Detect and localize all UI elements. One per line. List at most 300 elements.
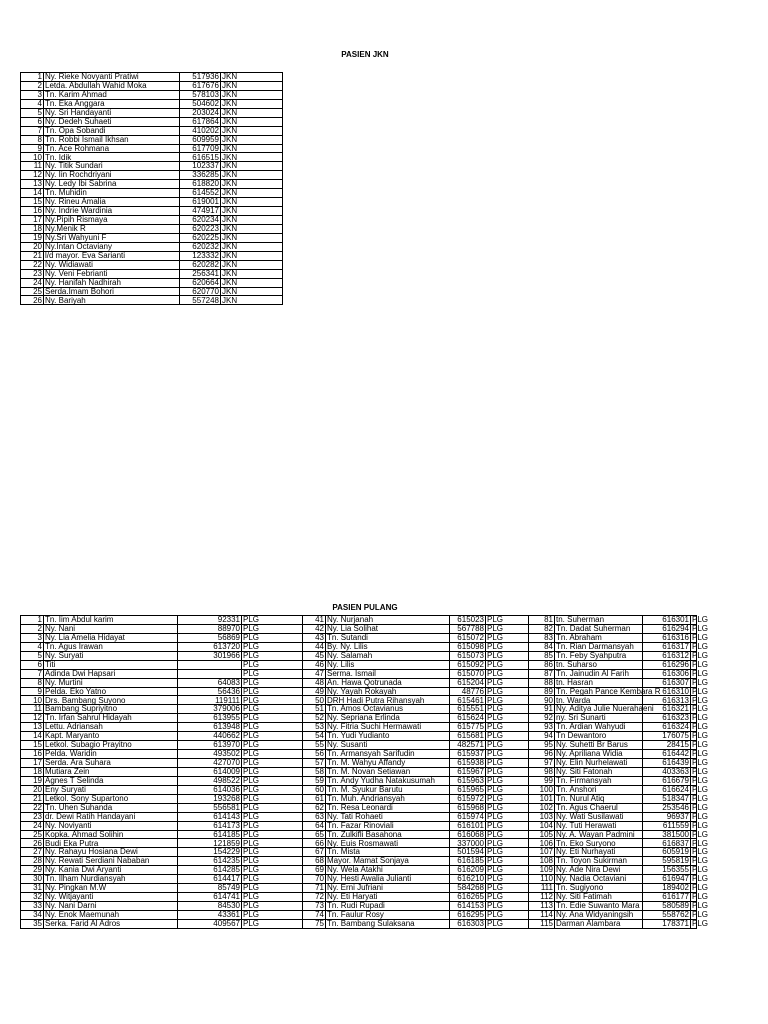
patient-id: 616312 [643,651,691,660]
patient-name: Ny.Pipih Rismaya [44,216,180,225]
patient-id: 84530 [178,902,242,911]
patient-name: Tn. Resa Leonardi [326,803,450,812]
row-number: 24 [21,278,44,287]
patient-name: Tn. Rudi Rupadi [326,902,450,911]
row-number: 60 [303,785,326,794]
patient-name: Tn. Muh. Andriansyah [326,794,450,803]
row-number: 2 [21,624,44,633]
patient-status: PLG [486,660,529,669]
table-row [21,821,697,830]
patient-id: 619001 [180,198,221,207]
patient-name: Letda. Abdullah Wahid Moka [44,81,180,90]
patient-status: PLG [692,767,709,776]
patient-status: PLG [486,893,529,902]
patient-id: 193268 [178,794,242,803]
patient-status: PLG [486,624,529,633]
row-number: 23 [21,269,44,278]
patient-id: 64083 [178,678,242,687]
patient-name: Tn. Armansyah Sarifudin [326,750,450,759]
patient-id: 584268 [450,884,486,893]
patient-name: Ny. A. Wayan Padmini [555,830,643,839]
patient-name: Bambang Supriyitno [44,705,178,714]
patient-name: Tn. Muhidin [44,189,180,198]
patient-name: Ny. Ana Widyaningsih [555,910,643,919]
patient-name: Tn. M. Syukur Barutu [326,785,450,794]
patient-status: JKN [221,269,283,278]
patient-id [178,669,242,678]
patient-id: 381500 [643,830,691,839]
patient-status: PLG [486,857,529,866]
patient-status: PLG [692,722,709,732]
patient-name: Ny. Indrie Wardinia [44,207,180,216]
row-number: 6 [21,660,44,669]
patient-id: 620223 [180,224,221,233]
patient-name: Letkol. Subagio Prayitno [44,741,178,750]
patient-id: 616679 [643,776,691,785]
patient-name: Ny. Bariyah [44,296,180,305]
row-number: 5 [21,651,44,660]
patient-name: Tn. M. Novan Setiawan [326,767,450,776]
patient-status: PLG [692,668,709,678]
patient-id: 616837 [643,839,691,848]
patient-name: Ny. Wati Susilawati [555,812,643,821]
patient-name: Ny. Titik Sundari [44,162,180,171]
table-row [21,669,697,678]
patient-status: PLG [242,875,303,884]
patient-status: PLG [692,624,709,633]
patient-id: 616210 [450,875,486,884]
table-row [21,144,283,153]
patient-id: 615681 [450,732,486,741]
patient-status: PLG [692,892,709,902]
patient-status: PLG [242,642,303,651]
patient-status: PLG [486,875,529,884]
patient-name: Kapt. Maryanto [44,732,178,741]
patient-name: Ny. Siti Fatimah [555,893,643,902]
row-number: 17 [21,759,44,768]
patient-status: PLG [242,741,303,750]
patient-status: PLG [692,758,709,768]
row-number: 12 [21,171,44,180]
patient-id: 614235 [178,857,242,866]
patient-id: 92331 [178,616,242,625]
patient-id: 615098 [450,642,486,651]
row-number: 91 [529,705,555,714]
row-number: 45 [303,651,326,660]
row-number: 58 [303,767,326,776]
patient-status: PLG [242,785,303,794]
jkn-table [20,72,283,305]
patient-id: 614153 [450,902,486,911]
patient-status: PLG [692,856,709,866]
row-number: 103 [529,812,555,821]
row-number: 8 [21,135,44,144]
row-number: 92 [529,714,555,723]
patient-status: PLG [242,723,303,732]
patient-status: PLG [692,740,709,750]
patient-name: DRH Hadi Putra Rihansyah [326,696,450,705]
patient-name: Ny. Sri Handayanti [44,108,180,117]
patient-name: Tn. Amos Octavianus [326,705,450,714]
patient-id: 504602 [180,99,221,108]
patient-id: 616265 [450,893,486,902]
patient-id: 517936 [180,73,221,82]
table-row [21,785,697,794]
patient-name: Ny. Rieke Novyanti Pratiwi [44,73,180,82]
row-number: 89 [529,687,555,696]
patient-name: Ny. Nurjanah [326,616,450,625]
patient-status: PLG [486,696,529,705]
patient-id: 616515 [180,153,221,162]
table-row [21,108,283,117]
row-number: 57 [303,759,326,768]
patient-id: 616294 [643,624,691,633]
patient-name: Ny. Sepriana Erlinda [326,714,450,723]
patient-id: 616442 [643,750,691,759]
patient-status: JKN [221,90,283,99]
row-number: 114 [529,910,555,919]
patient-id: 616185 [450,857,486,866]
patient-id: 615092 [450,660,486,669]
patient-id: 616316 [643,633,691,642]
patient-id: 616313 [643,696,691,705]
patient-id: 616209 [450,866,486,875]
patient-id: 615624 [450,714,486,723]
patient-status: PLG [486,705,529,714]
patient-status: PLG [242,839,303,848]
patient-name: Tn. Jainudin Al Farih [555,669,643,678]
row-number: 59 [303,776,326,785]
row-number: 14 [21,189,44,198]
table-row [21,242,283,251]
patient-status: JKN [221,260,283,269]
patient-status: PLG [486,759,529,768]
table-row [21,99,283,108]
row-number: 51 [303,705,326,714]
patient-name: Mutiara Zein [44,767,178,776]
patient-name: Tn. Dadat Suherman [555,624,643,633]
pulang-table [20,615,709,929]
patient-name: Ny. Eti Nurhayati [555,848,643,857]
patient-id: 119111 [178,696,242,705]
row-number: 42 [303,624,326,633]
patient-name: Tn. Sutandi [326,633,450,642]
table-row [21,812,697,821]
row-number: 1 [21,73,44,82]
table-row [21,251,283,260]
patient-name: Tn. Anshori [555,785,643,794]
row-number: 16 [21,207,44,216]
table-row [21,90,283,99]
row-number: 22 [21,260,44,269]
row-number: 28 [21,857,44,866]
patient-name: Ny. Nani [44,624,178,633]
patient-status: PLG [692,632,709,642]
row-number: 98 [529,767,555,776]
patient-id: 427070 [178,759,242,768]
patient-status: PLG [486,794,529,803]
patient-id: 615551 [450,705,486,714]
patient-status: PLG [486,902,529,911]
patient-id: 614741 [178,893,242,902]
patient-status: PLG [486,651,529,660]
row-number: 26 [21,296,44,305]
patient-name: Tn. Mista [326,848,450,857]
row-number: 105 [529,830,555,839]
row-number: 83 [529,633,555,642]
patient-name: Ny. Lia Amelia Hidayat [44,633,178,642]
patient-name: Tn. Andy Yudha Natakusumah [326,776,450,785]
row-number: 23 [21,812,44,821]
row-number: 72 [303,893,326,902]
patient-id: 615461 [450,696,486,705]
row-number: 62 [303,803,326,812]
row-number: 29 [21,866,44,875]
table-row [21,678,697,687]
patient-status: PLG [486,821,529,830]
patient-id: 379006 [178,705,242,714]
patient-id: 615070 [450,669,486,678]
patient-id: 614417 [178,875,242,884]
row-number: 33 [21,902,44,911]
patient-status: PLG [242,687,303,696]
patient-status: JKN [221,81,283,90]
row-number: 88 [529,678,555,687]
patient-name: Tn Dewantoro [555,732,643,741]
patient-status: PLG [486,616,529,625]
patient-status: JKN [221,216,283,225]
patient-id: 620225 [180,233,221,242]
table-row [21,803,697,812]
row-number: 84 [529,642,555,651]
row-number: 67 [303,848,326,857]
patient-id: 616624 [643,785,691,794]
row-number: 27 [21,848,44,857]
patient-name: Serka. Farid Al Adros [44,919,178,928]
patient-status: PLG [242,660,303,669]
row-number: 41 [303,616,326,625]
patient-id: 616947 [643,875,691,884]
patient-status: PLG [486,741,529,750]
patient-id: 615073 [450,651,486,660]
patient-status: PLG [242,705,303,714]
row-number: 3 [21,90,44,99]
patient-status: PLG [242,902,303,911]
patient-id: 615937 [450,750,486,759]
patient-name: Drs. Bambang Suyono [44,696,178,705]
patient-status: PLG [486,866,529,875]
patient-name: Tn. Nurul Atiq [555,794,643,803]
patient-id: 580589 [643,902,691,911]
row-number: 25 [21,830,44,839]
patient-id: 620664 [180,278,221,287]
patient-id: 615968 [450,803,486,812]
patient-id: 616307 [643,678,691,687]
patient-name: Ny. Hesti Awalia Julianti [326,875,450,884]
row-number: 70 [303,875,326,884]
patient-name: Ny. Nani Darni [44,902,178,911]
patient-status: PLG [242,794,303,803]
row-number: 90 [529,696,555,705]
row-number: 93 [529,723,555,732]
patient-name: Adinda Dwi Hapsari [44,669,178,678]
patient-name: tn. Hasran [555,678,643,687]
row-number: 19 [21,233,44,242]
patient-id: 154229 [178,848,242,857]
patient-status: PLG [486,750,529,759]
patient-name: Tn. Opa Sobandi [44,126,180,135]
row-number: 96 [529,750,555,759]
patient-id: 614009 [178,767,242,776]
row-number: 9 [21,144,44,153]
row-number: 73 [303,902,326,911]
patient-status: PLG [692,677,709,687]
patient-name: Ny. Ade Nira Dewi [555,866,643,875]
patient-id: 615974 [450,812,486,821]
patient-id: 605919 [643,848,691,857]
patient-id: 616295 [450,910,486,919]
row-number: 87 [529,669,555,678]
patient-id: 616177 [643,893,691,902]
patient-status: JKN [221,278,283,287]
patient-name: Tn. Toyon Sukirman [555,857,643,866]
patient-name: Ny. Eti Haryati [326,893,450,902]
patient-status: JKN [221,126,283,135]
patient-status: PLG [242,651,303,660]
patient-name: Ny. Pingkan M.W [44,884,178,893]
patient-id: 556581 [178,803,242,812]
patient-status: PLG [242,857,303,866]
row-number: 10 [21,696,44,705]
patient-status: PLG [242,732,303,741]
patient-name: Tn. Eka Anggara [44,99,180,108]
patient-status: PLG [692,615,709,625]
row-number: 9 [21,687,44,696]
row-number: 99 [529,776,555,785]
table-row [21,660,697,669]
patient-id: 613948 [178,723,242,732]
patient-id: 176075 [643,732,691,741]
patient-status: PLG [692,749,709,759]
patient-name: Tn. Pegah Pance Kembara R [556,686,661,696]
patient-id: 96937 [643,812,691,821]
patient-name: Eny Suryati [44,785,178,794]
patient-name: Pelda. Eko Yatno [44,687,178,696]
patient-status: PLG [486,848,529,857]
patient-status: PLG [692,695,709,705]
patient-name: Ny. Noviyanti [44,821,178,830]
patient-status: PLG [692,731,709,741]
patient-status: JKN [221,144,283,153]
row-number: 50 [303,696,326,705]
patient-id: 620770 [180,287,221,296]
patient-status: PLG [692,793,709,803]
patient-name: Tn. Yudi Yudianto [326,732,450,741]
row-number: 68 [303,857,326,866]
patient-status: PLG [692,650,709,660]
patient-status: PLG [692,784,709,794]
patient-status: PLG [692,820,709,830]
patient-id: 616068 [450,830,486,839]
patient-id: 256341 [180,269,221,278]
patient-status: JKN [221,171,283,180]
row-number: 82 [529,624,555,633]
patient-id: 614143 [178,812,242,821]
patient-name: Ny. Euis Rosmawati [326,839,450,848]
patient-name: Tn. Zulkifli Basahona [326,830,450,839]
patient-name: Darman Alambara [555,919,643,928]
table-row [21,794,697,803]
table-row [21,278,283,287]
row-number: 19 [21,776,44,785]
patient-status: PLG [242,848,303,857]
patient-status: PLG [692,704,709,714]
row-number: 7 [21,669,44,678]
row-number: 49 [303,687,326,696]
row-number: 47 [303,669,326,678]
patient-name: Serda. Ara Suhara [44,759,178,768]
row-number: 6 [21,117,44,126]
row-number: 64 [303,821,326,830]
row-number: 112 [529,893,555,902]
patient-status: PLG [242,678,303,687]
patient-id: 616323 [643,714,691,723]
patient-status: JKN [221,251,283,260]
patient-status: PLG [692,775,709,785]
row-number: 69 [303,866,326,875]
patient-id: 616317 [643,642,691,651]
patient-name: Ny. Kania Dwi Aryanti [44,866,178,875]
patient-name: Ny. Rineu Amalia [44,198,180,207]
patient-status: PLG [242,633,303,642]
pulang-title: PASIEN PULANG [332,603,398,612]
patient-name: Ny. Iin Rochdriyani [44,171,180,180]
patient-name: Ny. Yayah Rokayah [326,687,450,696]
patient-status: PLG [486,839,529,848]
patient-status: JKN [221,162,283,171]
patient-status: PLG [242,910,303,919]
row-number: 16 [21,750,44,759]
patient-name: tn. Suharso [555,660,643,669]
patient-status: JKN [221,296,283,305]
row-number: 24 [21,821,44,830]
row-number: 66 [303,839,326,848]
jkn-title: PASIEN JKN [341,50,389,59]
row-number: 34 [21,910,44,919]
row-number: 1 [21,616,44,625]
patient-status: PLG [486,669,529,678]
row-number: 11 [21,162,44,171]
row-number: 107 [529,848,555,857]
patient-status: JKN [221,117,283,126]
patient-id: 518347 [643,794,691,803]
patient-name: Titi [44,660,178,669]
patient-name: Serda.Imam Bohori [44,287,180,296]
row-number: 106 [529,839,555,848]
table-row [21,830,697,839]
patient-id: 614285 [178,866,242,875]
patient-name: Ny. Erni Jufriani [326,884,450,893]
patient-id: 613720 [178,642,242,651]
row-number: 32 [21,893,44,902]
patient-status: PLG [486,884,529,893]
patient-name: Tn. Ace Rohmana [44,144,180,153]
patient-id: 615072 [450,633,486,642]
patient-id: 615938 [450,759,486,768]
patient-id: 123332 [180,251,221,260]
patient-id: 620232 [180,242,221,251]
patient-id: 616321 [643,705,691,714]
